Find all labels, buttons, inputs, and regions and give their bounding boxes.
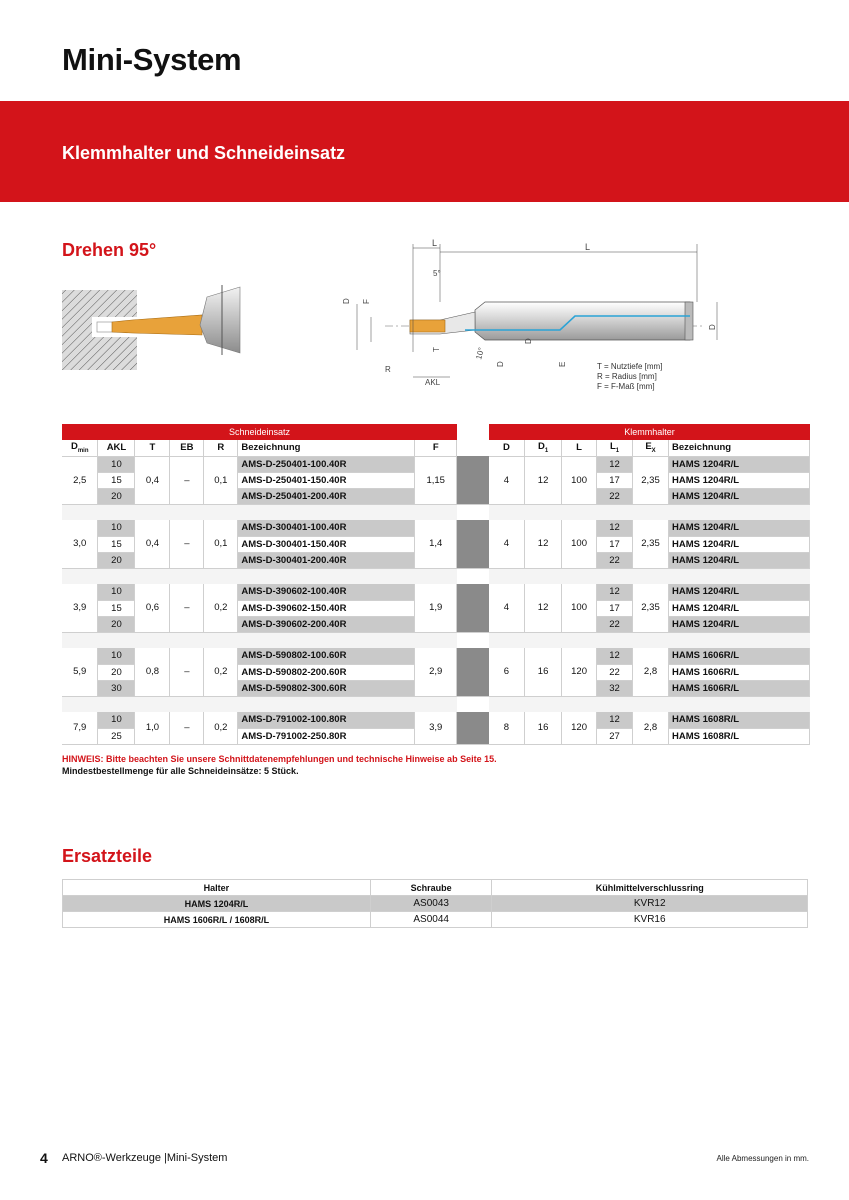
table-cell: – bbox=[170, 712, 204, 744]
spare-col-schraube: Schraube bbox=[370, 880, 492, 896]
table-cell: 10 bbox=[98, 456, 135, 472]
table-cell: 12 bbox=[597, 648, 633, 664]
col-f: F bbox=[415, 440, 457, 456]
table-cell: – bbox=[170, 584, 204, 632]
dim-l1-label: L bbox=[432, 238, 438, 248]
table-cell: HAMS 1204R/L bbox=[668, 584, 809, 600]
table-cell: 10 bbox=[98, 520, 135, 536]
table-cell: 1,15 bbox=[415, 456, 457, 504]
product-table-grid bbox=[62, 440, 810, 745]
table-cell: HAMS 1204R/L bbox=[668, 536, 809, 552]
table-cell: 1,0 bbox=[135, 712, 170, 744]
table-cell: AMS-D-390602-100.40R bbox=[238, 584, 415, 600]
table-spacer bbox=[62, 632, 810, 648]
turning-illustration bbox=[62, 285, 242, 370]
table-cell: 3,9 bbox=[62, 584, 98, 632]
dim-akl-label: AKL bbox=[425, 378, 441, 387]
table-cell: 0,2 bbox=[204, 584, 238, 632]
dim-t-label: T bbox=[432, 347, 441, 352]
spare-col-ring: Kühlmittelverschlussring bbox=[492, 880, 808, 896]
table-cell bbox=[457, 648, 489, 696]
table-cell: 0,4 bbox=[135, 520, 170, 568]
legend-item: T = Nutztiefe [mm] bbox=[597, 362, 663, 371]
col-gap bbox=[457, 440, 489, 456]
footer-page-number: 4 bbox=[40, 1150, 48, 1166]
note bbox=[62, 753, 497, 777]
table-cell: 10 bbox=[98, 584, 135, 600]
table-cell: 0,1 bbox=[204, 520, 238, 568]
table-cell: HAMS 1606R/L bbox=[668, 680, 809, 696]
table-cell: 17 bbox=[597, 600, 633, 616]
table-cell: 12 bbox=[597, 712, 633, 728]
table-cell bbox=[457, 456, 489, 504]
table-cell: 5,9 bbox=[62, 648, 98, 696]
dim-dmin-label: D bbox=[342, 298, 351, 304]
table-cell: 100 bbox=[562, 584, 597, 632]
note-hinweis: HINWEIS: Bitte beachten Sie unsere Schnittdatenempfehlungen und technische Hinweise ab Seite 15. bbox=[62, 754, 497, 764]
legend-item: R = Radius [mm] bbox=[597, 372, 657, 381]
table-cell: 27 bbox=[597, 728, 633, 744]
dim-f-label: F bbox=[362, 299, 371, 304]
note-min-order: Mindestbestellmenge für alle Schneideinsätze: 5 Stück. bbox=[62, 766, 299, 776]
col-r: R bbox=[204, 440, 238, 456]
table-cell: 100 bbox=[562, 456, 597, 504]
table-spacer bbox=[62, 568, 810, 584]
table-cell: 30 bbox=[98, 680, 135, 696]
table-row: HAMS 1204R/L AS0043 KVR12 bbox=[63, 896, 808, 912]
table-cell: 0,4 bbox=[135, 456, 170, 504]
table-cell: AMS-D-300401-150.40R bbox=[238, 536, 415, 552]
table-cell: 17 bbox=[597, 472, 633, 488]
table-cell: 22 bbox=[597, 488, 633, 504]
table-row bbox=[62, 520, 810, 536]
table-cell: 12 bbox=[525, 520, 562, 568]
table-cell: 2,35 bbox=[633, 584, 669, 632]
col-l: L bbox=[562, 440, 597, 456]
table-cell: 12 bbox=[597, 584, 633, 600]
table-cell: 15 bbox=[98, 536, 135, 552]
table-cell: HAMS 1204R/L bbox=[668, 472, 809, 488]
table-cell: 4 bbox=[489, 456, 525, 504]
table-cell: 1,4 bbox=[415, 520, 457, 568]
col-t: T bbox=[135, 440, 170, 456]
table-cell: AMS-D-791002-250.80R bbox=[238, 728, 415, 744]
table-cell: HAMS 1204R/L bbox=[668, 488, 809, 504]
dim-r-label: R bbox=[385, 365, 391, 374]
table-cell bbox=[457, 584, 489, 632]
table-cell: 22 bbox=[597, 552, 633, 568]
table-cell: 22 bbox=[597, 664, 633, 680]
footer-text: ARNO®-Werkzeuge |Mini-System bbox=[62, 1152, 228, 1164]
table-cell: AMS-D-300401-200.40R bbox=[238, 552, 415, 568]
table-cell: 15 bbox=[98, 472, 135, 488]
legend-item: F = F-Maß [mm] bbox=[597, 382, 655, 391]
table-cell: 0,2 bbox=[204, 648, 238, 696]
col-bezeichnung-insert: Bezeichnung bbox=[238, 440, 415, 456]
table-cell: 20 bbox=[98, 616, 135, 632]
table-row bbox=[62, 584, 810, 600]
table-cell: 10 bbox=[98, 648, 135, 664]
table-cell: 100 bbox=[562, 520, 597, 568]
footer-units: Alle Abmessungen in mm. bbox=[716, 1154, 809, 1163]
table-row bbox=[62, 648, 810, 664]
table-cell: HAMS 1608R/L bbox=[668, 712, 809, 728]
table-cell: AMS-D-590802-200.60R bbox=[238, 664, 415, 680]
dim-l-label: L bbox=[585, 242, 591, 252]
dim-d1-label: D bbox=[524, 338, 533, 344]
table-cell: 4 bbox=[489, 520, 525, 568]
table-cell: 25 bbox=[98, 728, 135, 744]
table-cell: 32 bbox=[597, 680, 633, 696]
table-row: HAMS 1606R/L / 1608R/L AS0044 KVR16 bbox=[63, 912, 808, 928]
group-header-insert: Schneideinsatz bbox=[62, 424, 457, 440]
col-d: D bbox=[489, 440, 525, 456]
table-cell: 16 bbox=[525, 648, 562, 696]
table-cell: HAMS 1606R/L bbox=[668, 664, 809, 680]
group-header-holder: Klemmhalter bbox=[489, 424, 810, 440]
table-cell: 20 bbox=[98, 488, 135, 504]
table-cell bbox=[457, 520, 489, 568]
table-cell: 2,8 bbox=[633, 712, 669, 744]
table-cell: AMS-D-250401-100.40R bbox=[238, 456, 415, 472]
table-spacer bbox=[62, 696, 810, 712]
table-cell: 3,9 bbox=[415, 712, 457, 744]
table-cell: HAMS 1606R/L bbox=[668, 648, 809, 664]
table-cell: 2,35 bbox=[633, 456, 669, 504]
table-cell: AMS-D-300401-100.40R bbox=[238, 520, 415, 536]
table-cell: 120 bbox=[562, 712, 597, 744]
table-cell: 2,8 bbox=[633, 648, 669, 696]
page-title: Mini-System bbox=[62, 42, 242, 77]
table-row bbox=[62, 456, 810, 472]
table-cell: 2,9 bbox=[415, 648, 457, 696]
table-cell bbox=[457, 712, 489, 744]
table-cell: AMS-D-250401-200.40R bbox=[238, 488, 415, 504]
section-title-drehen: Drehen 95° bbox=[62, 240, 157, 260]
table-cell: 20 bbox=[98, 664, 135, 680]
table-cell: 0,1 bbox=[204, 456, 238, 504]
table-cell: AMS-D-390602-200.40R bbox=[238, 616, 415, 632]
drawing-legend bbox=[597, 362, 662, 392]
table-cell: AMS-D-390602-150.40R bbox=[238, 600, 415, 616]
col-eb: EB bbox=[170, 440, 204, 456]
table-cell: HAMS 1204R/L bbox=[668, 600, 809, 616]
table-cell: HAMS 1204R/L bbox=[668, 456, 809, 472]
table-cell: HAMS 1204R/L bbox=[668, 616, 809, 632]
table-cell: 2,5 bbox=[62, 456, 98, 504]
section-title-ersatzteile: Ersatzteile bbox=[62, 846, 153, 866]
table-cell: 20 bbox=[98, 552, 135, 568]
table-cell: HAMS 1608R/L bbox=[668, 728, 809, 744]
col-akl: AKL bbox=[98, 440, 135, 456]
table-cell: 12 bbox=[525, 584, 562, 632]
col-l1: $L_1$ bbox=[597, 440, 633, 456]
table-spacer bbox=[62, 504, 810, 520]
dim-angle-label: 5° bbox=[433, 269, 441, 278]
table-cell: AMS-D-590802-300.60R bbox=[238, 680, 415, 696]
table-cell: 22 bbox=[597, 616, 633, 632]
table-cell: 4 bbox=[489, 584, 525, 632]
table-cell: 2,35 bbox=[633, 520, 669, 568]
table-cell: 15 bbox=[98, 600, 135, 616]
table-cell: – bbox=[170, 648, 204, 696]
dim-d-right-label: D bbox=[708, 324, 717, 330]
table-cell: HAMS 1204R/L bbox=[668, 552, 809, 568]
table-cell: 0,6 bbox=[135, 584, 170, 632]
table-cell: 120 bbox=[562, 648, 597, 696]
table-cell: HAMS 1204R/L bbox=[668, 520, 809, 536]
table-cell: 12 bbox=[597, 456, 633, 472]
table-cell: 16 bbox=[525, 712, 562, 744]
table-cell: 10 bbox=[98, 712, 135, 728]
band-title: Klemmhalter und Schneideinsatz bbox=[62, 143, 346, 163]
technical-drawing bbox=[335, 232, 725, 392]
dim-d-label: D bbox=[496, 361, 505, 367]
spare-col-halter: Halter bbox=[63, 880, 371, 896]
table-cell: – bbox=[170, 456, 204, 504]
col-dmin: $D_{min}$ bbox=[62, 440, 98, 456]
table-cell: 0,2 bbox=[204, 712, 238, 744]
table-cell: – bbox=[170, 520, 204, 568]
title-band bbox=[0, 101, 849, 202]
col-bezeichnung-holder: Bezeichnung bbox=[668, 440, 809, 456]
table-cell: 0,8 bbox=[135, 648, 170, 696]
table-cell: 1,9 bbox=[415, 584, 457, 632]
table-cell: 12 bbox=[525, 456, 562, 504]
table-cell: 8 bbox=[489, 712, 525, 744]
table-cell: 17 bbox=[597, 536, 633, 552]
spare-parts-table bbox=[62, 879, 808, 928]
table-cell: 6 bbox=[489, 648, 525, 696]
table-row bbox=[62, 712, 810, 728]
table-cell: AMS-D-590802-100.60R bbox=[238, 648, 415, 664]
dim-10deg-label: 10° bbox=[474, 346, 487, 361]
table-cell: 3,0 bbox=[62, 520, 98, 568]
table-cell: 12 bbox=[597, 520, 633, 536]
col-d1: $D_1$ bbox=[525, 440, 562, 456]
col-ex: $E_X$ bbox=[633, 440, 669, 456]
dim-ex-label: E bbox=[558, 361, 567, 367]
table-cell: AMS-D-791002-100.80R bbox=[238, 712, 415, 728]
table-cell: 7,9 bbox=[62, 712, 98, 744]
table-cell: AMS-D-250401-150.40R bbox=[238, 472, 415, 488]
